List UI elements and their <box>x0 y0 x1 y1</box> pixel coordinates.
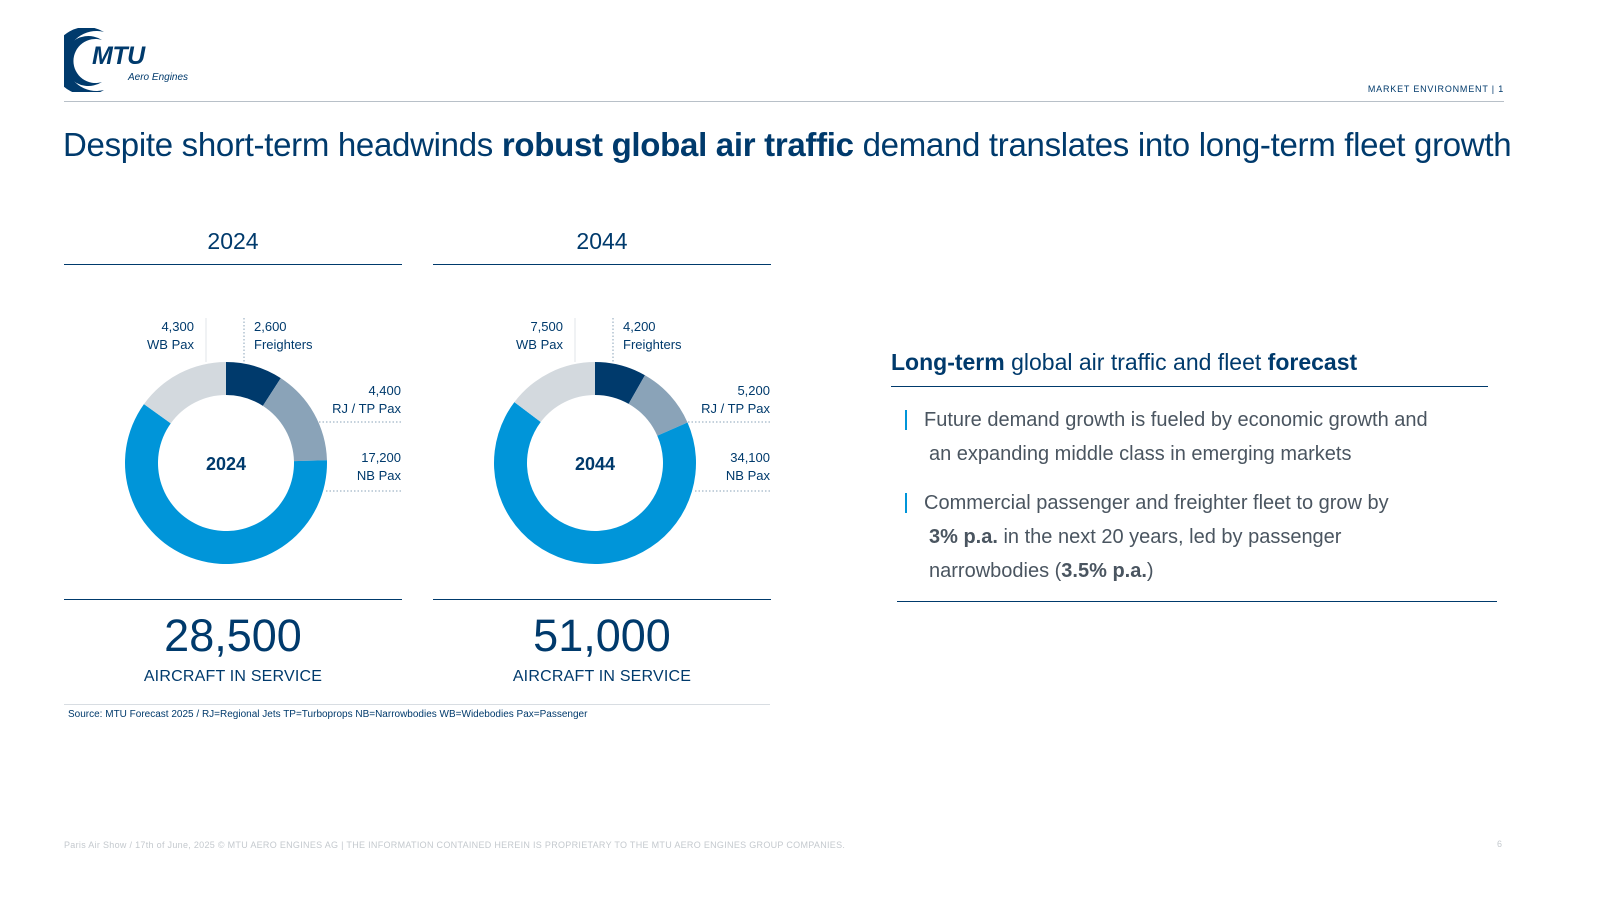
donut-chart-2024 <box>64 288 402 588</box>
bullet1-line2: an expanding middle class in emerging markets <box>929 443 1352 465</box>
segment-value-wb-pax-2024: 4,300 <box>161 319 194 334</box>
segment-value-nb-pax-2044: 34,100 <box>730 450 770 465</box>
bullet2-line3 <box>905 554 1389 588</box>
donut-center-label-2024: 2024 <box>205 454 247 474</box>
bullet1-line1: Future demand growth is fueled by economic growth and <box>924 409 1428 431</box>
title-bold: robust global air traffic <box>501 126 854 163</box>
page-title <box>63 126 1511 164</box>
segment-name-rj-tp-pax-2044: RJ / TP Pax <box>701 401 770 416</box>
panel-2024 <box>64 228 402 698</box>
bullet2-bold2: 3.5% p.a. <box>1061 560 1147 582</box>
source-divider <box>64 704 770 705</box>
donut-chart-2044 <box>433 288 771 588</box>
segment-value-freighters-2024: 2,600 <box>254 319 287 334</box>
forecast-title-bold2: forecast <box>1267 349 1358 375</box>
bullet2-line3-post: ) <box>1146 560 1154 582</box>
bullet-marker <box>905 410 907 430</box>
panel-bottom-rule <box>433 599 771 600</box>
panel-year-2044: 2044 <box>576 228 628 254</box>
title-pre: Despite short-term headwinds <box>63 126 502 163</box>
title-post: demand translates into long-term fleet growth <box>853 126 1512 163</box>
forecast-top-rule <box>891 386 1488 387</box>
forecast-title <box>891 349 1357 376</box>
page-number: 6 <box>1496 839 1502 849</box>
total-aircraft-2024: 28,500 <box>164 610 302 661</box>
bullet2-line2-rest: in the next 20 years, led by passenger <box>997 526 1342 548</box>
logo-subtext: Aero Engines <box>128 72 189 83</box>
segment-name-rj-tp-pax-2024: RJ / TP Pax <box>332 401 401 416</box>
segment-name-wb-pax-2024: WB Pax <box>147 337 194 352</box>
bullet-demand-growth <box>905 403 1428 471</box>
panel-2044 <box>433 228 771 698</box>
segment-name-nb-pax-2024: NB Pax <box>356 468 401 483</box>
panel-bottom-rule <box>64 599 402 600</box>
panel-top-rule <box>64 264 402 265</box>
bullet2-bold1: 3% p.a. <box>929 526 998 548</box>
bullet2-line2 <box>905 520 1389 554</box>
section-label: MARKET ENVIRONMENT | 1 <box>1367 84 1504 94</box>
total-aircraft-2044: 51,000 <box>533 610 671 661</box>
bullet2-line3-pre: narrowbodies ( <box>929 560 1062 582</box>
segment-value-freighters-2044: 4,200 <box>623 319 656 334</box>
segment-name-nb-pax-2044: NB Pax <box>725 468 770 483</box>
footer-text: Paris Air Show / 17th of June, 2025 © MTU AERO ENGINES AG | THE INFORMATION CONTAINED HEREIN IS PROPRIETARY TO THE MTU AERO ENGINES GROUP COMPANIES. <box>64 840 846 850</box>
forecast-bottom-rule <box>897 601 1497 602</box>
donut-center-label-2044: 2044 <box>574 454 616 474</box>
forecast-title-mid: global air traffic and fleet <box>1004 349 1268 375</box>
segment-value-rj-tp-pax-2024: 4,400 <box>368 383 401 398</box>
segment-name-freighters-2024: Freighters <box>254 337 313 352</box>
source-note: Source: MTU Forecast 2025 / RJ=Regional Jets TP=Turboprops NB=Narrowbodies WB=Widebodies Pax=Passenger <box>68 709 588 720</box>
bullet-marker <box>905 493 907 513</box>
total-caption-2024: AIRCRAFT IN SERVICE <box>143 668 323 685</box>
segment-name-wb-pax-2044: WB Pax <box>516 337 563 352</box>
segment-name-freighters-2044: Freighters <box>623 337 682 352</box>
bullet-fleet-growth <box>905 486 1389 588</box>
segment-value-rj-tp-pax-2044: 5,200 <box>737 383 770 398</box>
header-divider <box>64 101 1504 102</box>
panel-top-rule <box>433 264 771 265</box>
panel-year-2024: 2024 <box>207 228 259 254</box>
bullet2-line1: Commercial passenger and freighter fleet to grow by <box>924 492 1389 514</box>
forecast-title-bold1: Long-term <box>891 349 1005 375</box>
total-caption-2044: AIRCRAFT IN SERVICE <box>512 668 692 685</box>
segment-value-wb-pax-2044: 7,500 <box>530 319 563 334</box>
segment-value-nb-pax-2024: 17,200 <box>361 450 401 465</box>
logo-text: MTU <box>92 42 145 70</box>
